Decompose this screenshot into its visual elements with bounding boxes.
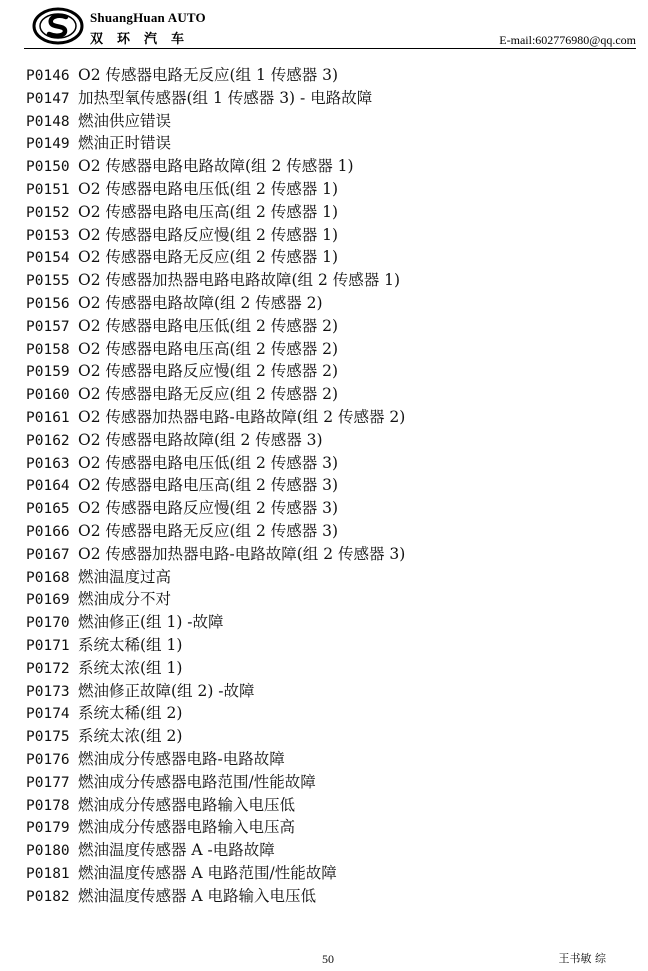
fault-code: P0154	[26, 250, 70, 267]
fault-description: 燃油成分不对	[78, 590, 172, 609]
fault-code-row	[26, 543, 626, 566]
fault-description: O2 传感器电路无反应(组 2 传感器 2)	[78, 385, 339, 404]
fault-code-row	[26, 634, 626, 657]
fault-code: P0182	[26, 888, 70, 905]
fault-code-row	[26, 680, 626, 703]
fault-code-row	[26, 155, 626, 178]
fault-code: P0146	[26, 68, 70, 84]
fault-description: 燃油成分传感器电路输入电压低	[78, 795, 296, 814]
fault-code: P0178	[26, 797, 70, 814]
author-credit: 王书敏 综	[558, 952, 606, 965]
fault-code: P0151	[26, 181, 70, 198]
fault-code-row	[26, 383, 626, 406]
fault-description: 燃油成分传感器电路范围/性能故障	[78, 772, 316, 791]
fault-description: O2 传感器电路故障(组 2 传感器 2)	[78, 293, 323, 312]
page-header	[24, 6, 636, 50]
fault-code: P0175	[26, 729, 70, 746]
fault-code-row	[26, 224, 626, 247]
fault-code: P0157	[26, 318, 70, 335]
fault-code: P0161	[26, 409, 70, 426]
fault-code-row	[26, 87, 626, 110]
fault-code-row	[26, 292, 626, 315]
fault-description: 燃油温度过高	[78, 567, 172, 586]
fault-description: O2 传感器电路电路故障(组 2 传感器 1)	[78, 157, 354, 176]
fault-description: O2 传感器电路电压低(组 2 传感器 2)	[78, 316, 339, 335]
fault-code: P0162	[26, 432, 70, 449]
fault-code-row	[26, 338, 626, 361]
fault-description: 系统太稀(组 1)	[78, 635, 183, 654]
fault-code-row	[26, 269, 626, 292]
fault-code-row	[26, 246, 626, 269]
fault-code-row	[26, 725, 626, 748]
fault-code-row	[26, 178, 626, 201]
fault-code-row	[26, 360, 626, 383]
fault-description: O2 传感器电路无反应(组 1 传感器 3)	[78, 66, 339, 84]
fault-description: O2 传感器加热器电路电路故障(组 2 传感器 1)	[78, 271, 401, 290]
fault-description: 燃油温度传感器 A 电路范围/性能故障	[78, 863, 337, 882]
fault-code-row	[26, 611, 626, 634]
fault-code: P0171	[26, 637, 70, 654]
fault-code-row	[26, 771, 626, 794]
fault-code: P0160	[26, 387, 70, 404]
brand-name-english: ShuangHuan AUTO	[90, 10, 206, 25]
fault-code: P0163	[26, 455, 70, 472]
fault-code-row	[26, 452, 626, 475]
fault-code: P0156	[26, 295, 70, 312]
fault-code-row	[26, 566, 626, 589]
fault-code: P0150	[26, 159, 70, 176]
shuanghuan-logo-icon	[32, 6, 84, 46]
fault-code: P0173	[26, 683, 70, 700]
fault-description: O2 传感器电路反应慢(组 2 传感器 2)	[78, 362, 339, 381]
fault-code: P0170	[26, 615, 70, 632]
brand-name-chinese: 双环汽车	[90, 32, 199, 47]
fault-description: O2 传感器加热器电路-电路故障(组 2 传感器 2)	[78, 407, 406, 426]
fault-code: P0167	[26, 546, 70, 563]
fault-code-row	[26, 315, 626, 338]
fault-description: 燃油修正(组 1) -故障	[78, 613, 224, 632]
fault-description: 系统太浓(组 1)	[78, 658, 183, 677]
fault-code: P0158	[26, 341, 70, 358]
fault-description: 燃油温度传感器 A -电路故障	[78, 841, 275, 860]
fault-description: O2 传感器电路故障(组 2 传感器 3)	[78, 430, 323, 449]
fault-code: P0166	[26, 523, 70, 540]
fault-code: P0176	[26, 751, 70, 768]
fault-code: P0152	[26, 204, 70, 221]
fault-code: P0172	[26, 660, 70, 677]
fault-code: P0148	[26, 113, 70, 130]
fault-code: P0155	[26, 273, 70, 290]
fault-description: 燃油供应错误	[78, 111, 172, 130]
fault-code: P0165	[26, 501, 70, 518]
fault-code-row	[26, 839, 626, 862]
fault-description: 燃油成分传感器电路-电路故障	[78, 749, 285, 768]
fault-code-row	[26, 474, 626, 497]
fault-description: 系统太稀(组 2)	[78, 704, 183, 723]
fault-description: 燃油成分传感器电路输入电压高	[78, 818, 296, 837]
fault-code: P0177	[26, 774, 70, 791]
fault-code: P0174	[26, 706, 70, 723]
fault-code-row	[26, 794, 626, 817]
fault-code: P0180	[26, 843, 70, 860]
fault-code: P0149	[26, 136, 70, 153]
fault-code-row	[26, 497, 626, 520]
fault-description: O2 传感器电路无反应(组 2 传感器 1)	[78, 248, 339, 267]
fault-code: P0164	[26, 478, 70, 495]
fault-code-row	[26, 520, 626, 543]
fault-code: P0168	[26, 569, 70, 586]
fault-code-row	[26, 657, 626, 680]
fault-code: P0147	[26, 90, 70, 107]
fault-code: P0153	[26, 227, 70, 244]
fault-code-row	[26, 816, 626, 839]
contact-email: E-mail:602776980@qq.com	[499, 33, 636, 47]
fault-code-row	[26, 588, 626, 611]
fault-description: O2 传感器电路电压高(组 2 传感器 1)	[78, 202, 339, 221]
fault-code-row	[26, 862, 626, 885]
fault-code-row	[26, 201, 626, 224]
fault-code-row	[26, 64, 626, 87]
fault-code: P0179	[26, 820, 70, 837]
fault-code: P0181	[26, 865, 70, 882]
fault-code-row	[26, 429, 626, 452]
fault-code-row	[26, 406, 626, 429]
fault-code-row	[26, 748, 626, 771]
fault-description: O2 传感器电路电压高(组 2 传感器 2)	[78, 339, 339, 358]
fault-description: O2 传感器电路无反应(组 2 传感器 3)	[78, 521, 339, 540]
page-number: 50	[322, 952, 334, 966]
fault-code-row	[26, 702, 626, 725]
fault-code-row	[26, 110, 626, 133]
fault-description: O2 传感器电路电压高(组 2 传感器 3)	[78, 476, 339, 495]
fault-code: P0169	[26, 592, 70, 609]
fault-description: O2 传感器电路反应慢(组 2 传感器 3)	[78, 499, 339, 518]
fault-description: O2 传感器电路电压低(组 2 传感器 3)	[78, 453, 339, 472]
fault-code-list	[26, 64, 626, 907]
fault-code-row	[26, 132, 626, 155]
fault-code-row	[26, 885, 626, 908]
fault-description: O2 传感器加热器电路-电路故障(组 2 传感器 3)	[78, 544, 406, 563]
fault-description: 加热型氧传感器(组 1 传感器 3) - 电路故障	[78, 88, 373, 107]
fault-code: P0159	[26, 364, 70, 381]
fault-description: 燃油温度传感器 A 电路输入电压低	[78, 886, 317, 905]
fault-description: 系统太浓(组 2)	[78, 727, 183, 746]
fault-description: O2 传感器电路电压低(组 2 传感器 1)	[78, 179, 339, 198]
header-divider	[24, 48, 636, 49]
fault-description: 燃油正时错误	[78, 134, 172, 153]
fault-description: O2 传感器电路反应慢(组 2 传感器 1)	[78, 225, 339, 244]
fault-description: 燃油修正故障(组 2) -故障	[78, 681, 255, 700]
